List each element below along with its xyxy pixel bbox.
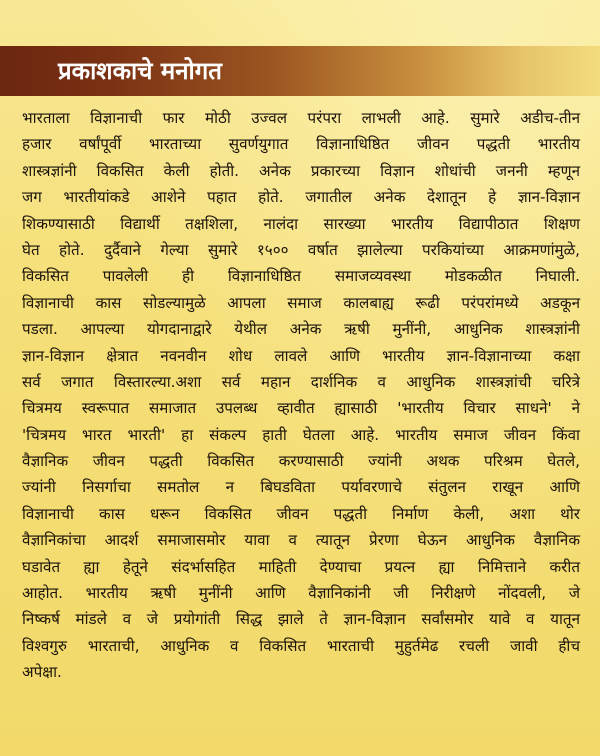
text-line: सर्व जगात विस्तारल्या.अशा सर्व महान दार्शनिक व आधुनिक शास्त्रज्ञांची चरित्रे — [22, 372, 580, 391]
text-line: भारताला विज्ञानाची फार मोठी उज्वल परंपरा लाभली आहे. सुमारे अडीच-तीन — [22, 109, 580, 127]
text-line: चित्रमय स्वरूपात समाजात उपलब्ध व्हावीत ह्यासाठी 'भारतीय विचार साधने' ने — [22, 399, 580, 418]
text-line: विज्ञानाची कास सोडल्यामुळे आपला समाज कालबाह्य रूढी परंपरांमध्ये अडकून — [22, 293, 580, 312]
body-text — [22, 105, 580, 686]
text-line: ज्ञान-विज्ञान क्षेत्रात नवनवीन शोध लावले आणि भारतीय ज्ञान-विज्ञानाच्या कक्षा — [22, 346, 580, 365]
text-line: शास्त्रज्ञांनी विकसित केली होती. अनेक प्रकारच्या विज्ञान शोधांची जननी म्हणून — [22, 161, 580, 180]
text-line: अपेक्षा. — [22, 663, 62, 682]
text-line: पडला. आपल्या योगदानाद्वारे येथील अनेक ऋषी मुनींनी, आधुनिक शास्त्रज्ञांनी — [22, 320, 580, 339]
text-line: घडावेत ह्या हेतूने संदर्भासहित माहिती देण्याचा प्रयत्न ह्या निमित्ताने करीत — [22, 557, 580, 576]
text-line: आहोत. भारतीय ऋषी मुनींनी आणि वैज्ञानिकांनी जी निरीक्षणे नोंदवली, जे — [22, 584, 580, 603]
text-line: वैज्ञानिक जीवन पद्धती विकसित करण्यासाठी ज्यांनी अथक परिश्रम घेतले, — [22, 452, 580, 471]
text-line: विकसित पावलेली ही विज्ञानाधिष्ठित समाजव्यवस्था मोडकळीत निघाली. — [22, 267, 580, 286]
text-line: हजार वर्षांपूर्वी भारताच्या सुवर्णयुगात विज्ञानाधिष्ठित जीवन पद्धती भारतीय — [22, 135, 580, 154]
text-line: जग भारतीयांकडे आशेने पहात होते. जगातील अनेक देशातून हे ज्ञान-विज्ञान — [22, 188, 580, 207]
text-line: ज्यांनी निसर्गाचा समतोल न बिघडविता पर्यावरणाचे संतुलन राखून आणि — [22, 478, 580, 497]
text-line: शिकण्यासाठी विद्यार्थी तक्षशिला, नालंदा सारख्या भारतीय विद्यापीठात शिक्षण — [22, 214, 580, 233]
text-line: विज्ञानाची कास धरून विकसित जीवन पद्धती निर्माण केली, अशा थोर — [22, 504, 580, 523]
text-line: घेत होते. दुर्दैवाने गेल्या सुमारे १५०० वर्षात झालेल्या परकियांच्या आक्रमणांमुळे, — [22, 240, 580, 259]
text-line: विश्वगुरु भारताची, आधुनिक व विकसित भारताची मुहुर्तमेढ रचली जावी हीच — [22, 636, 580, 655]
text-line: 'चित्रमय भारत भारती' हा संकल्प हाती घेतला आहे. भारतीय समाज जीवन किंवा — [22, 425, 580, 444]
text-line: निष्कर्ष मांडले व जे प्रयोगांती सिद्ध झाले ते ज्ञान-विज्ञान सर्वांसमोर यावे व यातून — [22, 610, 580, 629]
text-line: वैज्ञानिकांचा आदर्श समाजासमोर यावा व त्यातून प्रेरणा घेऊन आधुनिक वैज्ञानिक — [22, 531, 580, 550]
page-title: प्रकाशकाचे मनोगत — [58, 57, 222, 85]
